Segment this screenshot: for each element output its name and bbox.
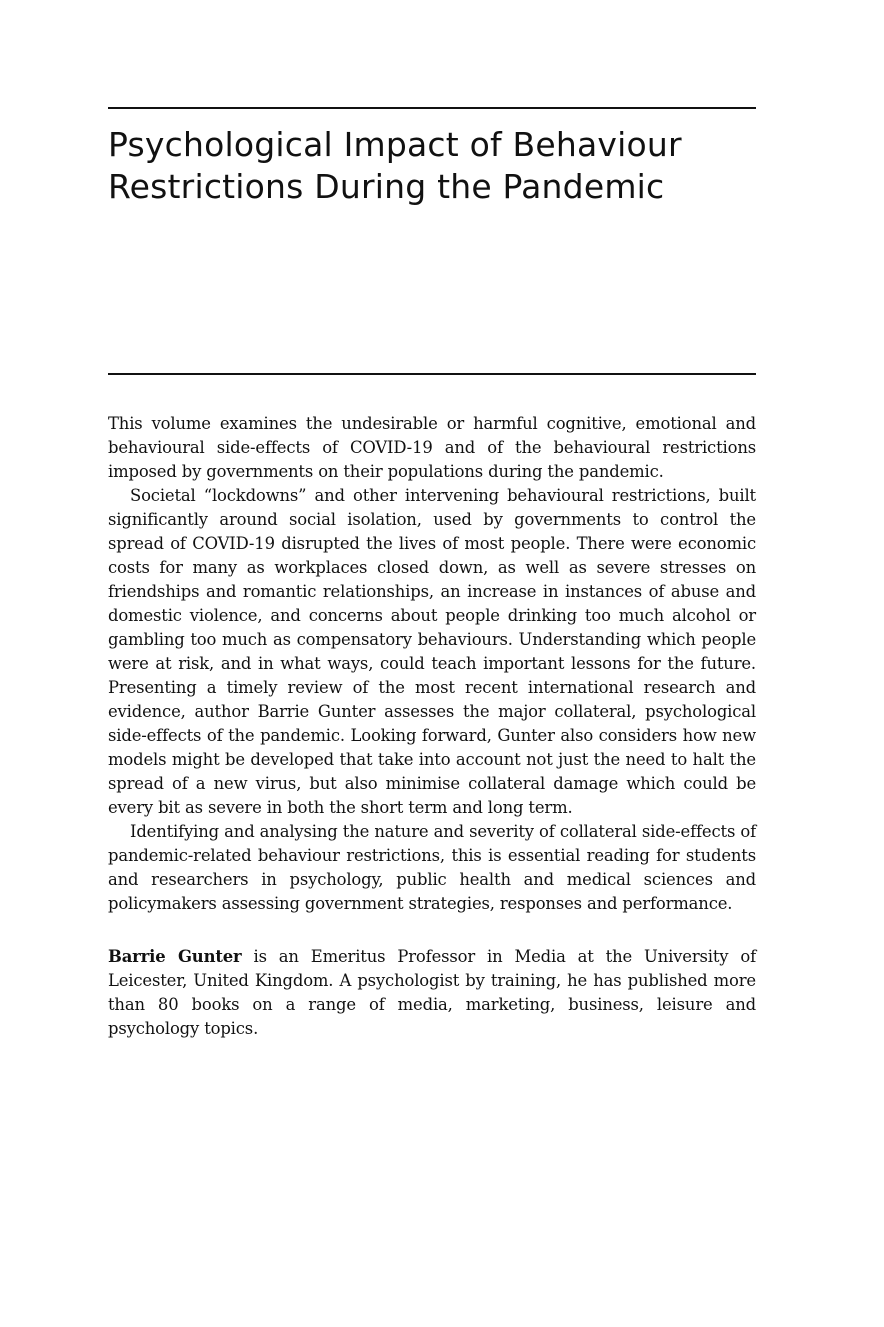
book-title bbox=[108, 124, 756, 208]
description-paragraph: Societal “lockdowns” and other intervening behavioural restrictions, built significantly around social isolation, used by governments to control the spread of COVID-19 disrupted the lives of most people. There were economic costs for many as workplaces closed down, as well as severe stresses on friendships and romantic relationships, an increase in instances of abuse and domestic violence, and concerns about people drinking too much alcohol or gambling too much as compensatory behaviours. Understanding which people were at risk, and in what ways, could teach important lessons for the future. Presenting a timely review of the most recent international research and evidence, author Barrie Gunter assesses the major collateral, psychological side-effects of the pandemic. Looking forward, Gunter also considers how new models might be developed that take into account not just the need to halt the spread of a new virus, but also minimise collateral damage which could be every bit as severe in both the short term and long term. bbox=[108, 486, 756, 817]
author-bio-text: is an Emeritus Professor in Media at the University of Leicester, United Kingdom. A psychologist by training, he has published more than 80 books on a range of media, marketing, business, leisure and psychology topics. bbox=[108, 947, 757, 1038]
description-paragraph: Identifying and analysing the nature and severity of collateral side-effects of pandemic-related behaviour restrictions, this is essential reading for students and researchers in psychology, public health and medical sciences and policymakers assessing government strategies, responses and performance. bbox=[108, 822, 756, 913]
book-title-line-1: Psychological Impact of Behaviour bbox=[108, 125, 682, 164]
description-paragraph: This volume examines the undesirable or harmful cognitive, emotional and behavioural side-effects of COVID-19 and of the behavioural restrictions imposed by governments on their populations during the pandemic. bbox=[108, 414, 756, 481]
top-rule bbox=[108, 107, 756, 109]
bottom-rule bbox=[108, 373, 756, 375]
author-name: Barrie Gunter bbox=[108, 947, 242, 966]
book-description bbox=[108, 412, 756, 916]
book-title-line-2: Restrictions During the Pandemic bbox=[108, 167, 665, 206]
author-bio bbox=[108, 945, 756, 1041]
